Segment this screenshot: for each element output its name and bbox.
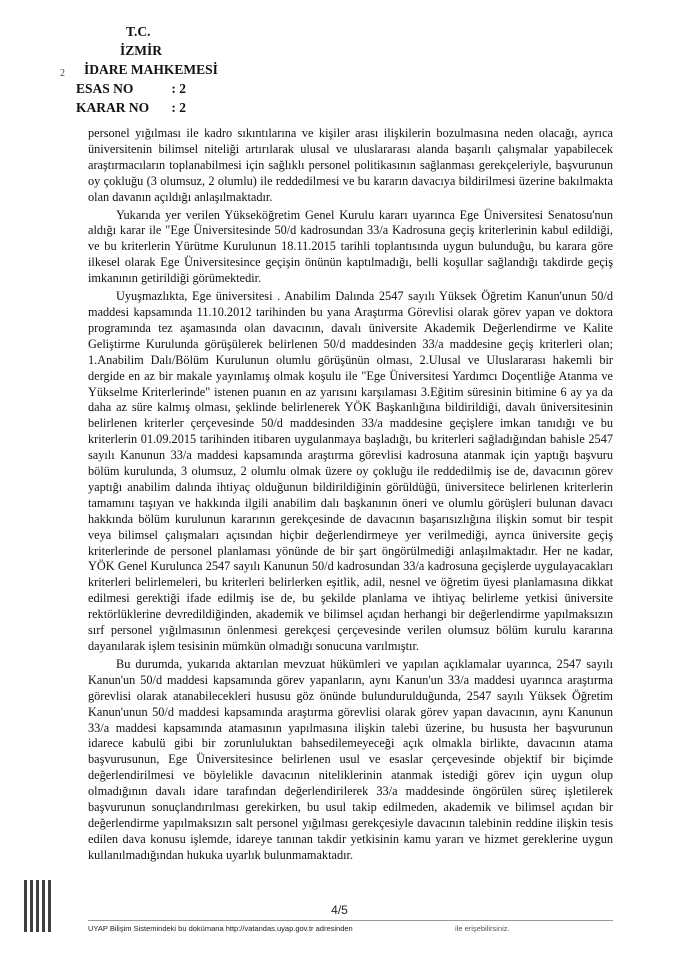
- document-body: [88, 126, 613, 866]
- footer-note-end: ile erişebilirsiniz.: [455, 924, 510, 933]
- header-tc: T.C.: [126, 24, 151, 39]
- paragraph: Yukarıda yer verilen Yükseköğretim Genel Kurulu kararı uyarınca Ege Üniversitesi Senatosu'nun aldığı karar ile "Ege Üniversitesinde 50/d kadrosundan 33/a Kadrosuna geçiş kriterlerinin kabul edildiği, ve bu kriterlerin Yürütme Kurulunun 18.11.2015 tarihli toplantısında uygun bulunduğu, bu karara göre ilkesel olarak Ege Üniversitesince geçişin önünün kaptılmadığı, belli koşullar sağlandığı takdirde geçiş imkanının getirildiği görümektedir.: [88, 207, 613, 286]
- karar-label: KARAR NO: [76, 100, 150, 115]
- esas-value: : 2: [171, 81, 186, 96]
- esas-row: [76, 79, 186, 98]
- paragraph: personel yığılması ile kadro sıkıntılarına ve kişiler arası ilişkilerin bozulmasına neden olacağı, ayrıca üniversitenin bilimsel niteliği artırılarak ulusal ve uluslararası alanda başarılı çalışmalar yapabilecek araştırmacıların toplanabilmesi için sağlıklı personel politikasının sağlanması gerekçeleriyle, başvurunun oy çokluğu (3 olumsuz, 2 olumlu) ile reddedilmesi ve bu kararın davacıya bildirilmesi üzerine bakılmakta olan davanın açıldığı anlaşılmaktadır.: [88, 126, 613, 204]
- header-city: İZMİR: [120, 43, 163, 58]
- footer-divider: [88, 920, 613, 921]
- header-court: İDARE MAHKEMESİ: [84, 62, 218, 77]
- document-header: [76, 22, 218, 117]
- paragraph: Bu durumda, yukarıda aktarılan mevzuat hükümleri ve yapılan açıklamalar uyarınca, 2547 sayılı Kanun'un 50/d maddesi kapsamında görev yapanların, aynı Kanun'un 33/a maddesi uyarınca araştırma görevlisi olarak atanabilecekleri hususu göz önünde bulundurulduğunda, 2547 sayılı Yüksek Öğretim Kanun'unun 50/d maddesi kapsamında araştırma görevlisi olarak görev yapan davacının, aynı Kanunun 33/a maddesi kapsamında atamasının yapılmasına ilişkin talebi üzerine, bu hususta her başvurunun idarece kabulü gibi bir zorunluluktan bahsedilemeyeceği açık olmakla birlikte, davacının atama başvurusunun, Ege Üniversitesince belirlenen usul ve esaslar çerçevesinde objektif bir biçimde değerlendirilmesi ve böylelikle davacının niteliklerinin atanmak istediği görev için uygun olup olmadığının davalı idare tarafından değerlendirilerek 33/a maddesinde öngörülen süreç işletilerek başvurunun sonuçlandırılması gerekirken, bu usul takip edilmeden, akademik ve bilimsel açıdan bir değerlendirme yapılmaksızın salt personel yığılması gerekçesiyle davacının talebinin reddine ilişkin tesis edilen dava konusu işlemde, idareye tanınan takdir yetkisinin kamu yararı ve hizmet gereklerine uygun kullanılmadığından hukuka uyarlık bulunmamaktadır.: [88, 656, 613, 862]
- karar-row: [76, 98, 186, 117]
- redacted-mark: 2: [60, 68, 65, 79]
- footer-note: UYAP Bilişim Sistemindeki bu dokümana http://vatandas.uyap.gov.tr adresinden: [88, 924, 353, 933]
- esas-label: ESAS NO: [76, 81, 134, 96]
- karar-value: : 2: [171, 100, 186, 115]
- page-number: 4/5: [331, 903, 348, 917]
- paragraph: Uyuşmazlıkta, Ege üniversitesi . Anabilim Dalında 2547 sayılı Yüksek Öğretim Kanun'unun 50/d maddesi kapsamında 11.10.2012 tarihinden bu yana Araştırma Görevlisi olarak görev yapan ve doktora programında tez aşamasında olan davacının, davalı üniversite Akademik Değerlendirme ve Kalite Geliştirme Kurulunda görüşülerek belirlenen 50/d maddesinden 33/a maddesine geçiş kriterleri olan; 1.Anabilim Dalı/Bölüm Kurulunun olumlu görüşünün olması, 2.Ulusal ve Uluslararası hakemli bir dergide en az bir makale yayınlamış olmak koşulu ile "Ege Üniversitesi Yardımcı Doçentliğe Atanma ve Yükselme Kriterlerinde" istenen puanın en az yarısını karşılaması 3.Eğitim süresinin bitimine 6 ay ya da daha az süre kalmış olması, şeklinde belirlenerek YÖK Başkanlığına bildirildiği, davalı üniversitesinin belirlenen kriterler çerçevesinde 50/d maddesinden 33/a maddesine geçişlere imkan tanıdığı ve bu kriterlerin 01.09.2015 tarihinden itibaren uygulanmaya başladığı, bu kriterleri sağladığından bahisle 2547 sayılı Kanunun 33/a maddesi kapsamında araştırma görevlisi kadrosuna atanmak için yaptığı başvuru bölüm kurulunda, 3 olumsuz, 2 olumlu olmak üzere oy çokluğu ile reddedilmiş ise de, davacının görev yaptığı anabilim dalında ihtiyaç olduğunun bildirildiğinin görüldüğü, üniversitece belirlenen kriterlerin tamamını taşıyan ve hakkında ilgili anabilim dalı başkanının öneri ve olumlu görüşleri bulunan davacı hakkında bölüm kurulunun kararının gerekçesinde de davacının başarısızlığına ilişkin somut bir tespit veya bilimsel çalışmaları açısından hiçbir değerlendirmeye yer verilmediği, ayrıca üniversite geçiş kriterlerinde de personel planlaması yönünde de bir şart öngörülmediği anlaşılmaktadır. Her ne kadar, YÖK Genel Kurulunca 2547 sayılı Kanunun 50/d kadrosundan 33/a kadrosuna geçişlerde uygulayacakları kriterleri belirlemeleri, bu kriterleri belirlerken eşitlik, adil, nesnel ve öğretim üyesi planlamasına dikkat edilmesi gerektiği ifade edilmiş ise de, bu şekilde planlama ve ihtiyaç belirleme yetkisi üniversite rektörlüklerine devredildiğinden, akademik ve bilimsel açıdan herhangi bir değerlendirme yapılmaksızın sırf personel yığılmasının önlenmesi gerekçesi çerçevesinde verilen olumsuz bölüm kurulu kararına dayanılarak işlem tesisinin mümkün olmadığı sonucuna varılmıştır.: [88, 289, 613, 653]
